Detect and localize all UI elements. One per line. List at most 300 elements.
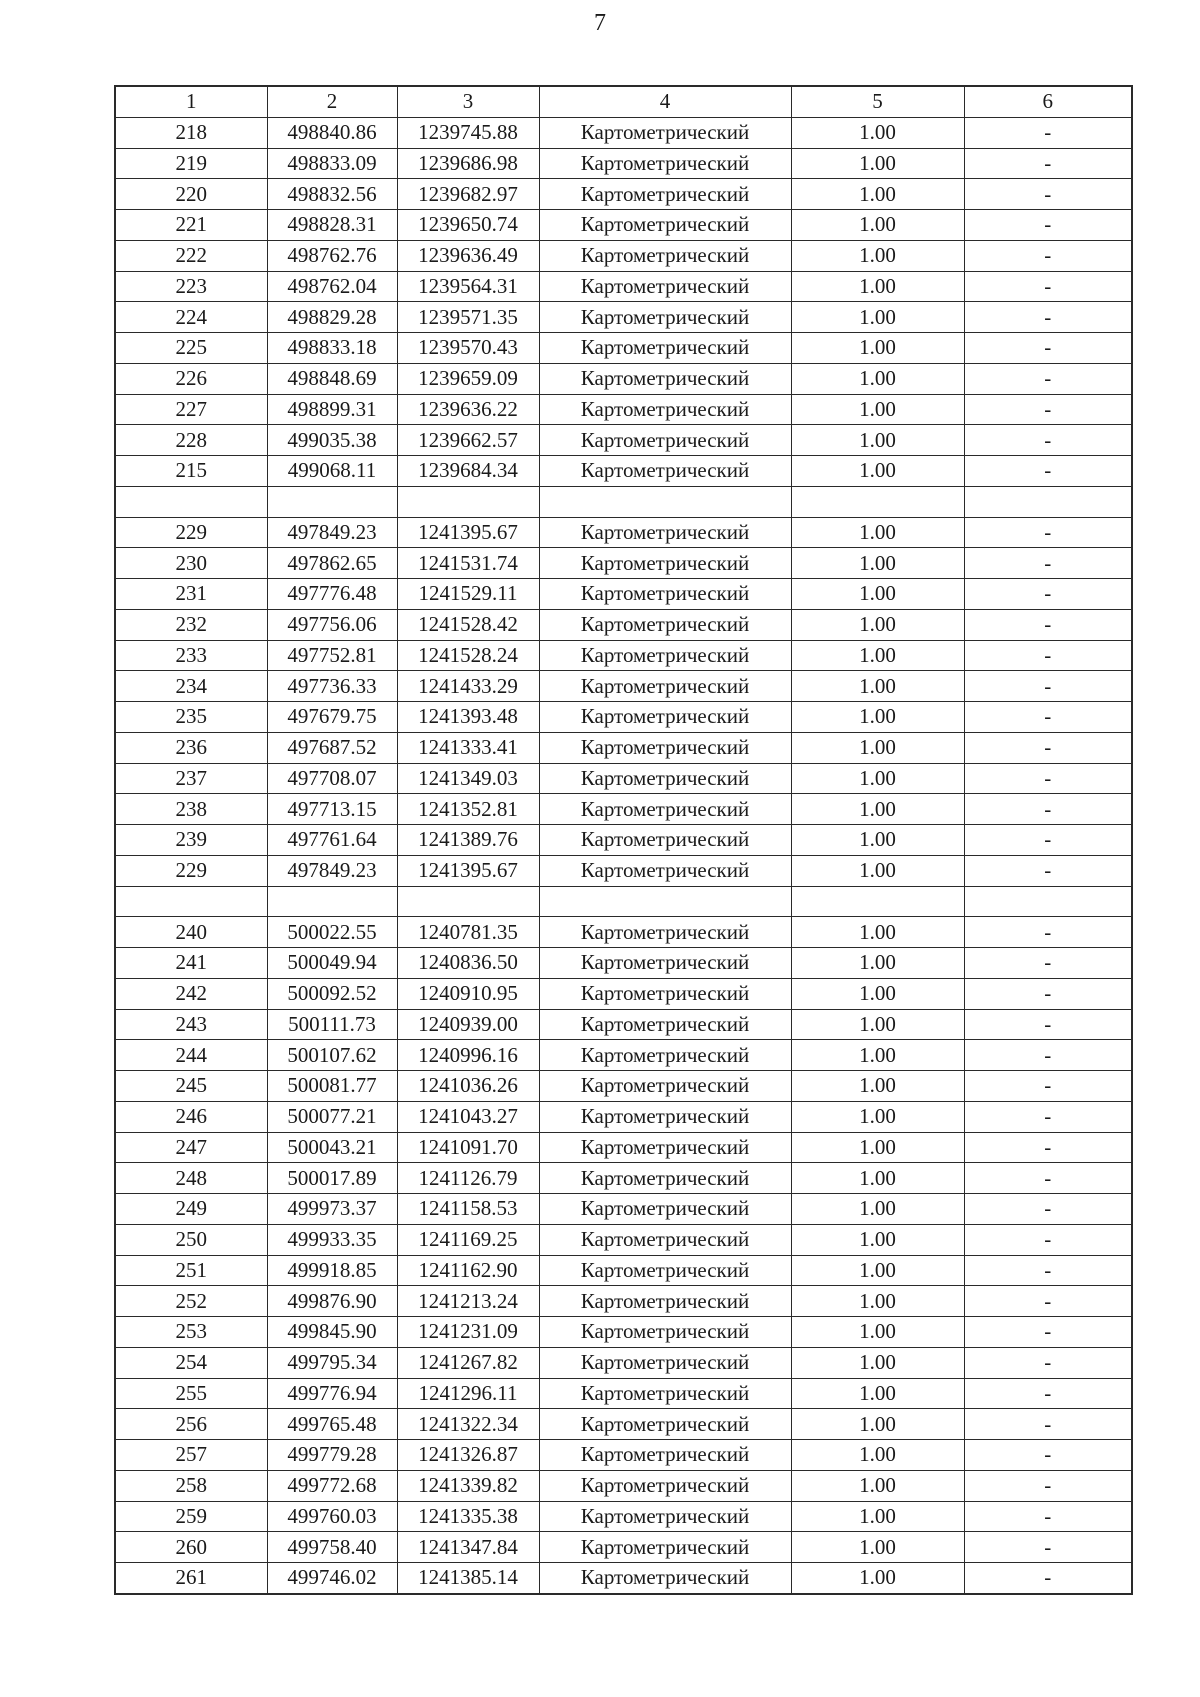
table-cell: Картометрический [539, 825, 791, 856]
table-row [115, 978, 1132, 1009]
table-cell: 1.00 [791, 1501, 964, 1532]
table-cell: 1241322.34 [397, 1409, 539, 1440]
table-cell: 246 [115, 1101, 267, 1132]
table-cell: - [964, 240, 1132, 271]
table-cell: 229 [115, 855, 267, 886]
table-cell: 245 [115, 1071, 267, 1102]
table-cell: - [964, 1071, 1132, 1102]
table-cell: 1.00 [791, 1409, 964, 1440]
table-cell: Картометрический [539, 1286, 791, 1317]
table-row [115, 486, 1132, 517]
table-cell: Картометрический [539, 1532, 791, 1563]
table-cell: 1.00 [791, 210, 964, 241]
table-cell: - [964, 394, 1132, 425]
table-cell: 1.00 [791, 1347, 964, 1378]
table-cell: 500043.21 [267, 1132, 397, 1163]
table-cell: 1.00 [791, 1132, 964, 1163]
table-cell: Картометрический [539, 1563, 791, 1594]
table-cell: Картометрический [539, 978, 791, 1009]
table-row [115, 548, 1132, 579]
table-cell: 499973.37 [267, 1194, 397, 1225]
table-cell: 497752.81 [267, 640, 397, 671]
table-cell: - [964, 609, 1132, 640]
table-cell: 1.00 [791, 1255, 964, 1286]
table-cell: 498833.09 [267, 148, 397, 179]
table-cell: 498840.86 [267, 117, 397, 148]
table-cell: - [964, 1101, 1132, 1132]
table-cell: 1241385.14 [397, 1563, 539, 1594]
table-cell: - [964, 148, 1132, 179]
column-header: 2 [267, 86, 397, 117]
table-cell: 1.00 [791, 609, 964, 640]
table-cell: 1239686.98 [397, 148, 539, 179]
table-cell: 500017.89 [267, 1163, 397, 1194]
table-cell: 499760.03 [267, 1501, 397, 1532]
table-cell: 256 [115, 1409, 267, 1440]
table-cell: 1239684.34 [397, 456, 539, 487]
table-cell: 1241352.81 [397, 794, 539, 825]
table-cell: 1.00 [791, 148, 964, 179]
table-cell: 499765.48 [267, 1409, 397, 1440]
table-cell: 1239636.49 [397, 240, 539, 271]
table-cell [539, 486, 791, 517]
table-row [115, 1224, 1132, 1255]
table-cell: - [964, 794, 1132, 825]
table-row [115, 1347, 1132, 1378]
table-cell: 1241339.82 [397, 1470, 539, 1501]
table-cell: 498762.76 [267, 240, 397, 271]
table-cell: 1239564.31 [397, 271, 539, 302]
table-cell: - [964, 210, 1132, 241]
table-cell: 499758.40 [267, 1532, 397, 1563]
table-row [115, 1163, 1132, 1194]
table-cell: - [964, 1224, 1132, 1255]
table-row [115, 1101, 1132, 1132]
table-cell: 1.00 [791, 1224, 964, 1255]
table-cell: 1.00 [791, 1378, 964, 1409]
table-cell: - [964, 1009, 1132, 1040]
table-cell: Картометрический [539, 210, 791, 241]
table-cell: 499776.94 [267, 1378, 397, 1409]
table-cell: 230 [115, 548, 267, 579]
table-cell: Картометрический [539, 1501, 791, 1532]
table-row [115, 917, 1132, 948]
table-cell: 235 [115, 702, 267, 733]
table-cell: - [964, 1317, 1132, 1348]
table-cell: 497761.64 [267, 825, 397, 856]
table-cell [539, 886, 791, 917]
table-row [115, 1470, 1132, 1501]
table-cell [964, 886, 1132, 917]
table-row [115, 1317, 1132, 1348]
table-cell: Картометрический [539, 117, 791, 148]
table-cell: 253 [115, 1317, 267, 1348]
table-cell: 497679.75 [267, 702, 397, 733]
table-cell: 1241529.11 [397, 579, 539, 610]
table-cell: - [964, 271, 1132, 302]
table-cell: 1239650.74 [397, 210, 539, 241]
table-cell: 499035.38 [267, 425, 397, 456]
table-cell: - [964, 333, 1132, 364]
table-cell: 229 [115, 517, 267, 548]
table-cell: 1.00 [791, 1194, 964, 1225]
table-cell: 500092.52 [267, 978, 397, 1009]
table-row [115, 1009, 1132, 1040]
table-cell: 1.00 [791, 763, 964, 794]
table-cell: 1.00 [791, 302, 964, 333]
table-cell: 250 [115, 1224, 267, 1255]
table-cell: 1.00 [791, 363, 964, 394]
table-row [115, 363, 1132, 394]
table-cell [115, 886, 267, 917]
table-cell: Картометрический [539, 1378, 791, 1409]
table-cell: 1.00 [791, 117, 964, 148]
table-cell [267, 886, 397, 917]
table-cell: 1241231.09 [397, 1317, 539, 1348]
table-cell: 499918.85 [267, 1255, 397, 1286]
table-cell: - [964, 1194, 1132, 1225]
table-cell: 237 [115, 763, 267, 794]
table-cell: Картометрический [539, 1440, 791, 1471]
table-cell: - [964, 302, 1132, 333]
table-cell [397, 486, 539, 517]
table-cell: Картометрический [539, 302, 791, 333]
table-cell: 261 [115, 1563, 267, 1594]
table-cell: 1.00 [791, 671, 964, 702]
table-row [115, 1194, 1132, 1225]
table-cell: 251 [115, 1255, 267, 1286]
table-cell: 1241528.24 [397, 640, 539, 671]
table-cell: Картометрический [539, 609, 791, 640]
table-cell: Картометрический [539, 640, 791, 671]
table-cell: 1.00 [791, 1470, 964, 1501]
table-cell: 499933.35 [267, 1224, 397, 1255]
table-cell: 241 [115, 948, 267, 979]
table-cell: Картометрический [539, 148, 791, 179]
table-cell: 500107.62 [267, 1040, 397, 1071]
table-cell: - [964, 1286, 1132, 1317]
table-cell [115, 486, 267, 517]
table-cell: 1.00 [791, 1286, 964, 1317]
table-cell: 1241395.67 [397, 855, 539, 886]
table-cell: 499068.11 [267, 456, 397, 487]
table-cell: 500049.94 [267, 948, 397, 979]
table-cell: 218 [115, 117, 267, 148]
table-cell: 259 [115, 1501, 267, 1532]
table-row [115, 1378, 1132, 1409]
table-cell: Картометрический [539, 1347, 791, 1378]
table-cell: 1239682.97 [397, 179, 539, 210]
table-cell: 1.00 [791, 917, 964, 948]
table-cell: 234 [115, 671, 267, 702]
table-cell: 1.00 [791, 732, 964, 763]
table-cell: 1239571.35 [397, 302, 539, 333]
table-cell: 1.00 [791, 948, 964, 979]
table-row [115, 579, 1132, 610]
table-row [115, 240, 1132, 271]
table-cell: - [964, 548, 1132, 579]
table-cell: 498848.69 [267, 363, 397, 394]
table-cell: 1240910.95 [397, 978, 539, 1009]
table-cell [791, 886, 964, 917]
table-cell: Картометрический [539, 333, 791, 364]
table-cell: Картометрический [539, 1040, 791, 1071]
table-cell: - [964, 1378, 1132, 1409]
table-row [115, 271, 1132, 302]
table-cell: 1241531.74 [397, 548, 539, 579]
table-cell: 497756.06 [267, 609, 397, 640]
table-cell: 221 [115, 210, 267, 241]
table-cell: 1241043.27 [397, 1101, 539, 1132]
table-cell: 239 [115, 825, 267, 856]
table-cell: Картометрический [539, 579, 791, 610]
table-cell [964, 486, 1132, 517]
table-cell: Картометрический [539, 425, 791, 456]
table-cell: - [964, 1132, 1132, 1163]
table-row [115, 609, 1132, 640]
table-cell: - [964, 1040, 1132, 1071]
table-cell: Картометрический [539, 1194, 791, 1225]
table-cell: 499876.90 [267, 1286, 397, 1317]
table-cell: - [964, 978, 1132, 1009]
table-cell: 497849.23 [267, 855, 397, 886]
table-cell: Картометрический [539, 271, 791, 302]
table-cell: - [964, 917, 1132, 948]
table-row [115, 425, 1132, 456]
table-cell: 499772.68 [267, 1470, 397, 1501]
table-cell: Картометрический [539, 1255, 791, 1286]
page-number: 7 [594, 10, 606, 36]
table-cell: 228 [115, 425, 267, 456]
table-row [115, 948, 1132, 979]
table-row [115, 394, 1132, 425]
table-cell: 1240939.00 [397, 1009, 539, 1040]
table-cell: 1241213.24 [397, 1286, 539, 1317]
table-row [115, 1563, 1132, 1594]
table-cell: 1.00 [791, 1563, 964, 1594]
table-cell: 1241333.41 [397, 732, 539, 763]
table-cell: 1.00 [791, 456, 964, 487]
table-cell: 1.00 [791, 1040, 964, 1071]
table-cell: 497687.52 [267, 732, 397, 763]
table-cell: - [964, 425, 1132, 456]
table-cell: 1241335.38 [397, 1501, 539, 1532]
table-cell: - [964, 1532, 1132, 1563]
table-cell: 1239659.09 [397, 363, 539, 394]
column-header: 4 [539, 86, 791, 117]
table-cell: 499779.28 [267, 1440, 397, 1471]
table-cell: 242 [115, 978, 267, 1009]
table-cell: 1.00 [791, 240, 964, 271]
table-row [115, 825, 1132, 856]
table-cell: 1241395.67 [397, 517, 539, 548]
table-cell: 1241389.76 [397, 825, 539, 856]
table-cell: 243 [115, 1009, 267, 1040]
table-cell: 1.00 [791, 179, 964, 210]
table-cell: 1241296.11 [397, 1378, 539, 1409]
table-row [115, 1040, 1132, 1071]
table-cell: - [964, 456, 1132, 487]
table-row [115, 1409, 1132, 1440]
table-cell: 226 [115, 363, 267, 394]
table-cell: - [964, 1163, 1132, 1194]
table-cell: 1239636.22 [397, 394, 539, 425]
table-cell: 1239570.43 [397, 333, 539, 364]
table-cell: 1.00 [791, 333, 964, 364]
table-cell: Картометрический [539, 702, 791, 733]
table-cell: 1241036.26 [397, 1071, 539, 1102]
table-row [115, 702, 1132, 733]
table-cell: 227 [115, 394, 267, 425]
table-cell: Картометрический [539, 855, 791, 886]
table-cell: 238 [115, 794, 267, 825]
table-row [115, 1132, 1132, 1163]
table-cell: 498829.28 [267, 302, 397, 333]
table-cell: - [964, 1470, 1132, 1501]
table-cell: 499845.90 [267, 1317, 397, 1348]
column-header: 1 [115, 86, 267, 117]
table-cell: 258 [115, 1470, 267, 1501]
table-cell: 1.00 [791, 1532, 964, 1563]
table-cell: 497849.23 [267, 517, 397, 548]
table-row [115, 1286, 1132, 1317]
table-cell: Картометрический [539, 1224, 791, 1255]
table-cell: 497776.48 [267, 579, 397, 610]
table-cell: 498828.31 [267, 210, 397, 241]
table-cell: 232 [115, 609, 267, 640]
table-cell: Картометрический [539, 1132, 791, 1163]
table-cell: - [964, 671, 1132, 702]
table-cell: - [964, 1501, 1132, 1532]
table-cell: 1241528.42 [397, 609, 539, 640]
table-row [115, 1501, 1132, 1532]
table-cell: 1.00 [791, 794, 964, 825]
table-cell: Картометрический [539, 671, 791, 702]
table-cell: 219 [115, 148, 267, 179]
table-cell: 1.00 [791, 548, 964, 579]
table-header-row [115, 86, 1132, 117]
table-cell: 497713.15 [267, 794, 397, 825]
coordinates-table [114, 85, 1133, 1595]
table-cell: Картометрический [539, 517, 791, 548]
table-cell: 497736.33 [267, 671, 397, 702]
table-cell: 1241393.48 [397, 702, 539, 733]
table-cell: 500022.55 [267, 917, 397, 948]
table-cell: Картометрический [539, 240, 791, 271]
table-cell: Картометрический [539, 1317, 791, 1348]
table-cell: 254 [115, 1347, 267, 1378]
table-cell: 1241158.53 [397, 1194, 539, 1225]
table-cell: - [964, 855, 1132, 886]
table-cell: - [964, 732, 1132, 763]
table-cell: 1240996.16 [397, 1040, 539, 1071]
table-cell: Картометрический [539, 1071, 791, 1102]
table-cell: 1.00 [791, 702, 964, 733]
table-row [115, 671, 1132, 702]
table-cell: 225 [115, 333, 267, 364]
table-cell: 499795.34 [267, 1347, 397, 1378]
table-cell: Картометрический [539, 948, 791, 979]
table-row [115, 333, 1132, 364]
table-cell: - [964, 1347, 1132, 1378]
table-cell: 1241349.03 [397, 763, 539, 794]
table-cell: 1241169.25 [397, 1224, 539, 1255]
table-cell: 260 [115, 1532, 267, 1563]
table-cell: 236 [115, 732, 267, 763]
table-cell: - [964, 363, 1132, 394]
table-cell: Картометрический [539, 917, 791, 948]
table-cell: 1.00 [791, 517, 964, 548]
table-cell: 500111.73 [267, 1009, 397, 1040]
table-cell: 233 [115, 640, 267, 671]
table-cell: 240 [115, 917, 267, 948]
table-cell: 1.00 [791, 855, 964, 886]
table-cell: - [964, 1409, 1132, 1440]
table-cell: Картометрический [539, 794, 791, 825]
table-cell: - [964, 1440, 1132, 1471]
table-cell: 1.00 [791, 825, 964, 856]
table-cell: 1241433.29 [397, 671, 539, 702]
column-header: 3 [397, 86, 539, 117]
table-cell: 1239662.57 [397, 425, 539, 456]
table-cell: 223 [115, 271, 267, 302]
table-cell: 1240836.50 [397, 948, 539, 979]
table-cell: 1.00 [791, 394, 964, 425]
table-cell: - [964, 948, 1132, 979]
table-cell: 231 [115, 579, 267, 610]
table-cell: Картометрический [539, 548, 791, 579]
table-cell: 1.00 [791, 1317, 964, 1348]
table-cell: 224 [115, 302, 267, 333]
table-cell: 1.00 [791, 425, 964, 456]
table-cell: 497708.07 [267, 763, 397, 794]
table-row [115, 794, 1132, 825]
table-cell: Картометрический [539, 1101, 791, 1132]
table-cell: 1241126.79 [397, 1163, 539, 1194]
table-cell: 1240781.35 [397, 917, 539, 948]
table-cell: Картометрический [539, 363, 791, 394]
table-row [115, 732, 1132, 763]
table-row [115, 1071, 1132, 1102]
table-cell: - [964, 179, 1132, 210]
table-cell: Картометрический [539, 1009, 791, 1040]
table-row [115, 1532, 1132, 1563]
table-cell: 500077.21 [267, 1101, 397, 1132]
table-row [115, 886, 1132, 917]
table-cell [791, 486, 964, 517]
table-cell: 499746.02 [267, 1563, 397, 1594]
table-cell: 498899.31 [267, 394, 397, 425]
table-row [115, 855, 1132, 886]
table-cell: 249 [115, 1194, 267, 1225]
table-cell: Картометрический [539, 1409, 791, 1440]
table-row [115, 1255, 1132, 1286]
table-cell: Картометрический [539, 179, 791, 210]
table-cell: 1.00 [791, 640, 964, 671]
table-row [115, 117, 1132, 148]
table-cell: 1.00 [791, 1440, 964, 1471]
table-row [115, 640, 1132, 671]
table-cell: Картометрический [539, 1470, 791, 1501]
table-cell: - [964, 1563, 1132, 1594]
table-cell: Картометрический [539, 1163, 791, 1194]
table-cell: 498762.04 [267, 271, 397, 302]
table-cell: 1241162.90 [397, 1255, 539, 1286]
table-cell: - [964, 702, 1132, 733]
table-cell: 497862.65 [267, 548, 397, 579]
table-cell: - [964, 763, 1132, 794]
table-row [115, 456, 1132, 487]
